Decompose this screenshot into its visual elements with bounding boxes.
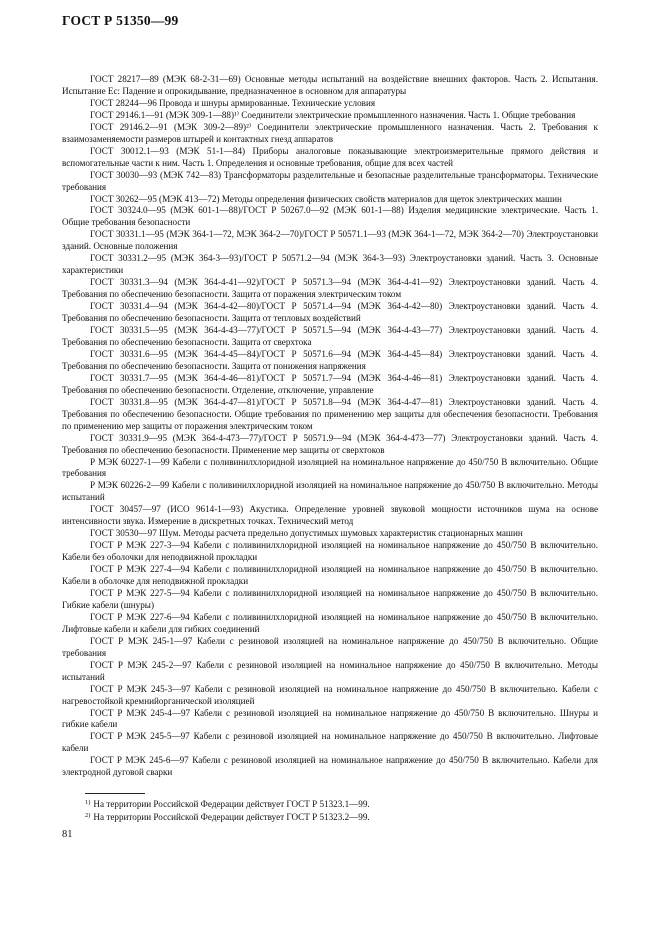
reference-item: ГОСТ 28244—96 Провода и шнуры армированные. Технические условия — [90, 97, 376, 108]
reference-item: ГОСТ 29146.2—91 (МЭК 309-2—89)²⁾ Соединители электрические промышленного назначения. Часть 2. Требования к взаимозаменяемости размеров штырей и контактных гнезд аппаратов — [62, 121, 598, 144]
reference-item: ГОСТ Р МЭК 227-5—94 Кабели с поливинилхлоридной изоляцией на номинальное напряжение до 450/750 В включительно. Гибкие кабели (шнуры) — [62, 587, 598, 610]
reference-item: Р МЭК 60227-1—99 Кабели с поливинилхлоридной изоляцией на номинальное напряжение до 450/750 В включительно. Общие требования — [62, 456, 598, 479]
reference-item: ГОСТ 30324.0—95 (МЭК 601-1—88)/ГОСТ Р 50267.0—92 (МЭК 601-1—88) Изделия медицинские электрические. Часть 1. Общие требования безопасности — [62, 205, 598, 228]
reference-item: Р МЭК 60226-2—99 Кабели с поливинилхлоридной изоляцией на номинальное напряжение до 450/750 В включительно. Методы испытаний — [62, 480, 598, 503]
reference-item: ГОСТ 30331.5—95 (МЭК 364-4-43—77)/ГОСТ Р 50571.5—94 (МЭК 364-4-43—77) Электроустановки зданий. Часть 4. Требования по обеспечению безопасности. Защита от сверхтока — [62, 325, 598, 347]
reference-item: ГОСТ 30012.1—93 (МЭК 51-1—84) Приборы аналоговые показывающие электроизмерительные прямого действия и вспомогательные части к ним. Часть 1. Определения и основные требования, общие для всех частей — [62, 145, 598, 168]
footnote-item — [85, 810, 598, 823]
reference-item: ГОСТ Р МЭК 245-6—97 Кабели с резиновой изоляцией на номинальное напряжение до 450/750 В включительно. Кабели для электродной дуговой сварки — [62, 755, 598, 778]
document-header: ГОСТ Р 51350—99 — [62, 13, 179, 28]
reference-item: ГОСТ Р МЭК 245-5—97 Кабели с резиновой изоляцией на номинальное напряжение до 450/750 В включительно. Лифтовые кабели — [62, 731, 598, 754]
reference-item: ГОСТ 30331.7—95 (МЭК 364-4-46—81)/ГОСТ Р 50571.7—94 (МЭК 364-4-46—81) Электроустановки зданий. Часть 4. Требования по обеспечению безопасности. Отделение, отключение, управление — [62, 372, 598, 395]
references-list — [62, 74, 598, 779]
reference-item: ГОСТ 29146.1—91 (МЭК 309-1—88)¹⁾ Соединители электрические промышленного назначения. Часть 1. Общие требования — [90, 109, 576, 120]
reference-item: ГОСТ 30030—93 (МЭК 742—83) Трансформаторы разделительные и безопасные разделительные трансформаторы. Технические требования — [62, 169, 598, 192]
footnote-mark: 1) — [85, 799, 91, 806]
reference-item: ГОСТ Р МЭК 227-4—94 Кабели с поливинилхлоридной изоляцией на номинальное напряжение до 450/750 В включительно. Кабели в оболочке для неподвижной прокладки — [62, 564, 598, 587]
reference-item: ГОСТ 30331.6—95 (МЭК 364-4-45—84)/ГОСТ Р 50571.6—94 (МЭК 364-4-45—84) Электроустановки зданий. Часть 4. Требования по обеспечению безопасности. Защита от понижения напряжения — [62, 348, 598, 371]
reference-item: ГОСТ 30331.1—95 (МЭК 364-1—72, МЭК 364-2—70)/ГОСТ Р 50571.1—93 (МЭК 364-1—72, МЭК 364-2—70) Электроустановки зданий. Основные положения — [62, 229, 598, 252]
reference-item: ГОСТ Р МЭК 245-2—97 Кабели с резиновой изоляцией на номинальное напряжение до 450/750 В включительно. Методы испытаний — [62, 659, 598, 682]
footnote-text: На территории Российской Федерации действует ГОСТ Р 51323.1—99. — [93, 799, 370, 809]
reference-item: ГОСТ 28217—89 (МЭК 68-2-31—69) Основные методы испытаний на воздействие внешних факторов. Часть 2. Испытания. Испытание Ec: Падение и опрокидывание, предназначенное в основном для аппаратуры — [62, 74, 598, 96]
reference-item: ГОСТ 30331.4—94 (МЭК 364-4-42—80)/ГОСТ Р 50571.4—94 (МЭК 364-4-42—80) Электроустановки зданий. Часть 4. Требования по обеспечению безопасности. Защита от тепловых воздействий — [62, 301, 598, 324]
reference-item: ГОСТ 30530—97 Шум. Методы расчета предельно допустимых шумовых характеристик стационарных машин — [90, 528, 523, 539]
reference-item: ГОСТ Р МЭК 245-1—97 Кабели с резиновой изоляцией на номинальное напряжение до 450/750 В включительно. Общие требования — [62, 635, 598, 658]
reference-item: ГОСТ 30331.3—94 (МЭК 364-4-41—92)/ГОСТ Р 50571.3—94 (МЭК 364-4-41—92) Электроустановки зданий. Часть 4. Требования по обеспечению безопасности. Защита от поражения электрическим током — [62, 277, 598, 300]
footnote-mark: 2) — [85, 812, 91, 820]
reference-item: ГОСТ 30331.8—95 (МЭК 364-4-47—81)/ГОСТ Р 50571.8—94 (МЭК 364-4-47—81) Электроустановки зданий. Часть 4. Требования по обеспечению безопасности. Общие требования по применению мер защиты для обеспечения безопасности. Требования по применению мер защиты от поражения электрическим током — [62, 396, 598, 431]
reference-item: ГОСТ Р МЭК 227-6—94 Кабели с поливинилхлоридной изоляцией на номинальное напряжение до 450/750 В включительно. Лифтовые кабели и кабели для гибких соединений — [62, 611, 598, 634]
reference-item: ГОСТ Р МЭК 245-3—97 Кабели с резиновой изоляцией на номинальное напряжение до 450/750 В включительно. Кабели с нагревостойкой кремнийорганической изоляцией — [62, 683, 598, 706]
reference-item: ГОСТ Р МЭК 227-3—94 Кабели с поливинилхлоридной изоляцией на номинальное напряжение до 450/750 В включительно. Кабели без оболочки для неподвижной прокладки — [62, 540, 598, 563]
reference-item: ГОСТ 30331.2—95 (МЭК 364-3—93)/ГОСТ Р 50571.2—94 (МЭК 364-3—93) Электроустановки зданий. Часть 3. Основные характеристики — [62, 253, 598, 276]
footnote-separator — [85, 793, 145, 794]
reference-item: ГОСТ 30262—95 (МЭК 413—72) Методы определения физических свойств материалов для щеток электрических машин — [90, 193, 562, 204]
reference-item: ГОСТ Р МЭК 245-4—97 Кабели с резиновой изоляцией на номинальное напряжение до 450/750 В включительно. Шнуры и гибкие кабели — [62, 707, 598, 730]
reference-item: ГОСТ 30457—97 (ИСО 9614-1—93) Акустика. Определение уровней звуковой мощности источников шума на основе интенсивности звука. Измерение в дискретных точках. Технический метод — [62, 504, 598, 527]
page-number: 81 — [62, 829, 73, 840]
footnote-text: На территории Российской Федерации действует ГОСТ Р 51323.2—99. — [93, 812, 370, 823]
reference-item: ГОСТ 30331.9—95 (МЭК 364-4-473—77)/ГОСТ Р 50571.9—94 (МЭК 364-4-473—77) Электроустановки зданий. Часть 4. Требования по обеспечению безопасности. Применение мер защиты от сверхтоков — [62, 432, 598, 455]
footnote-item — [85, 797, 598, 810]
footnotes — [85, 797, 598, 824]
